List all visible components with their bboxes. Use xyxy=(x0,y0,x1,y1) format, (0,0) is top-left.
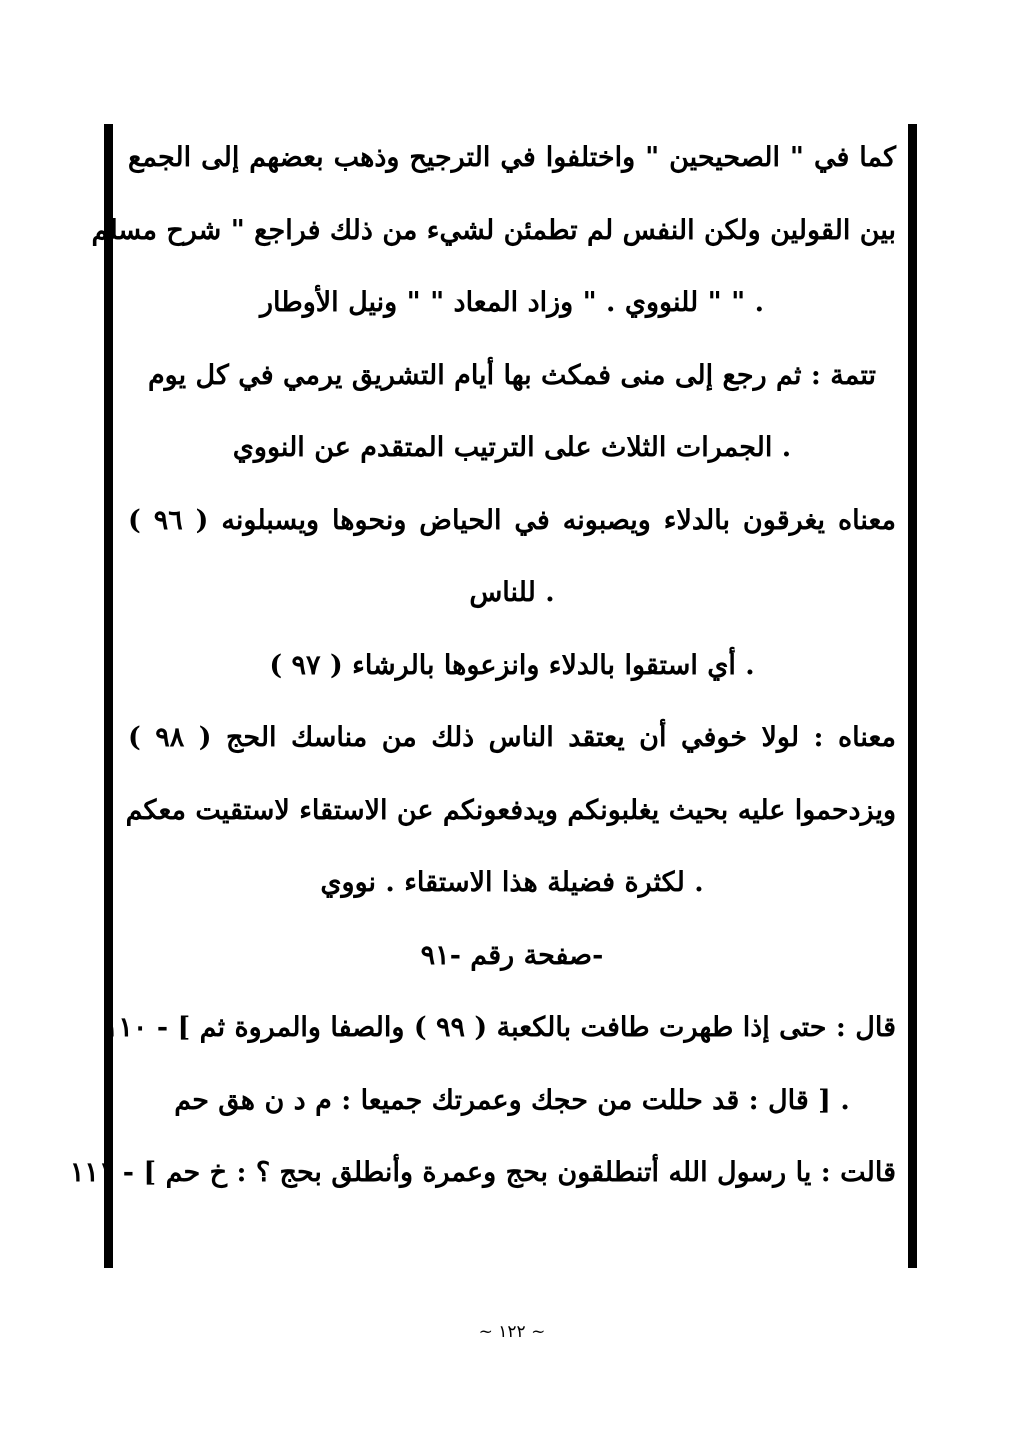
right-border-rule xyxy=(908,124,917,1268)
text-line: ويزدحموا عليه بحيث يغلبونكم ويدفعونكم عن الاستقاء لاستقيت معكم xyxy=(125,794,896,826)
text-line: تتمة : ثم رجع إلى منى فمكث بها أيام التشريق يرمي في كل يوم xyxy=(147,359,877,391)
text-line: . [ قال : قد حللت من حجك وعمرتك جميعا : م د ن هق حم xyxy=(174,1084,850,1116)
text-line: . لكثرة فضيلة هذا الاستقاء . نووي xyxy=(320,867,704,898)
text-line: كما في " الصحيحين " واختلفوا في الترجيح وذهب بعضهم إلى الجمع xyxy=(128,142,896,173)
text-line: معناه يغرقون بالدلاء ويصبونه في الحياض ونحوها ويسبلونه ( ٩٦ ) xyxy=(128,504,896,536)
text-line: معناه : لولا خوفي أن يعتقد الناس ذلك من مناسك الحج ( ٩٨ ) xyxy=(128,722,896,753)
text-line: بين القولين ولكن النفس لم تطمئن لشيء من ذلك فراجع " شرح مسلم xyxy=(91,214,896,246)
text-line: قال : حتى إذا طهرت طافت بالكعبة ( ٩٩ ) والصفا والمروة ثم ] - ١١٠ xyxy=(103,1012,896,1043)
text-line: . الجمرات الثلاث على الترتيب المتقدم عن النووي xyxy=(232,432,792,463)
left-border-rule xyxy=(104,124,113,1268)
page-number: ~ ١٢٢ ~ xyxy=(478,1322,546,1342)
page-reference-heading: -صفحة رقم -٩١ xyxy=(420,939,604,971)
body-text xyxy=(69,122,896,1210)
text-line: . للناس xyxy=(469,577,555,608)
text-line: . أي استقوا بالدلاء وانزعوها بالرشاء ( ٩٧ ) xyxy=(269,649,755,681)
text-line: . " " للنووي . " وزاد المعاد " " ونيل الأوطار xyxy=(259,287,765,318)
text-line: قالت : يا رسول الله أتنطلقون بحج وعمرة وأنطلق بحج ؟ : خ حم ] - ١١١ xyxy=(69,1157,896,1188)
